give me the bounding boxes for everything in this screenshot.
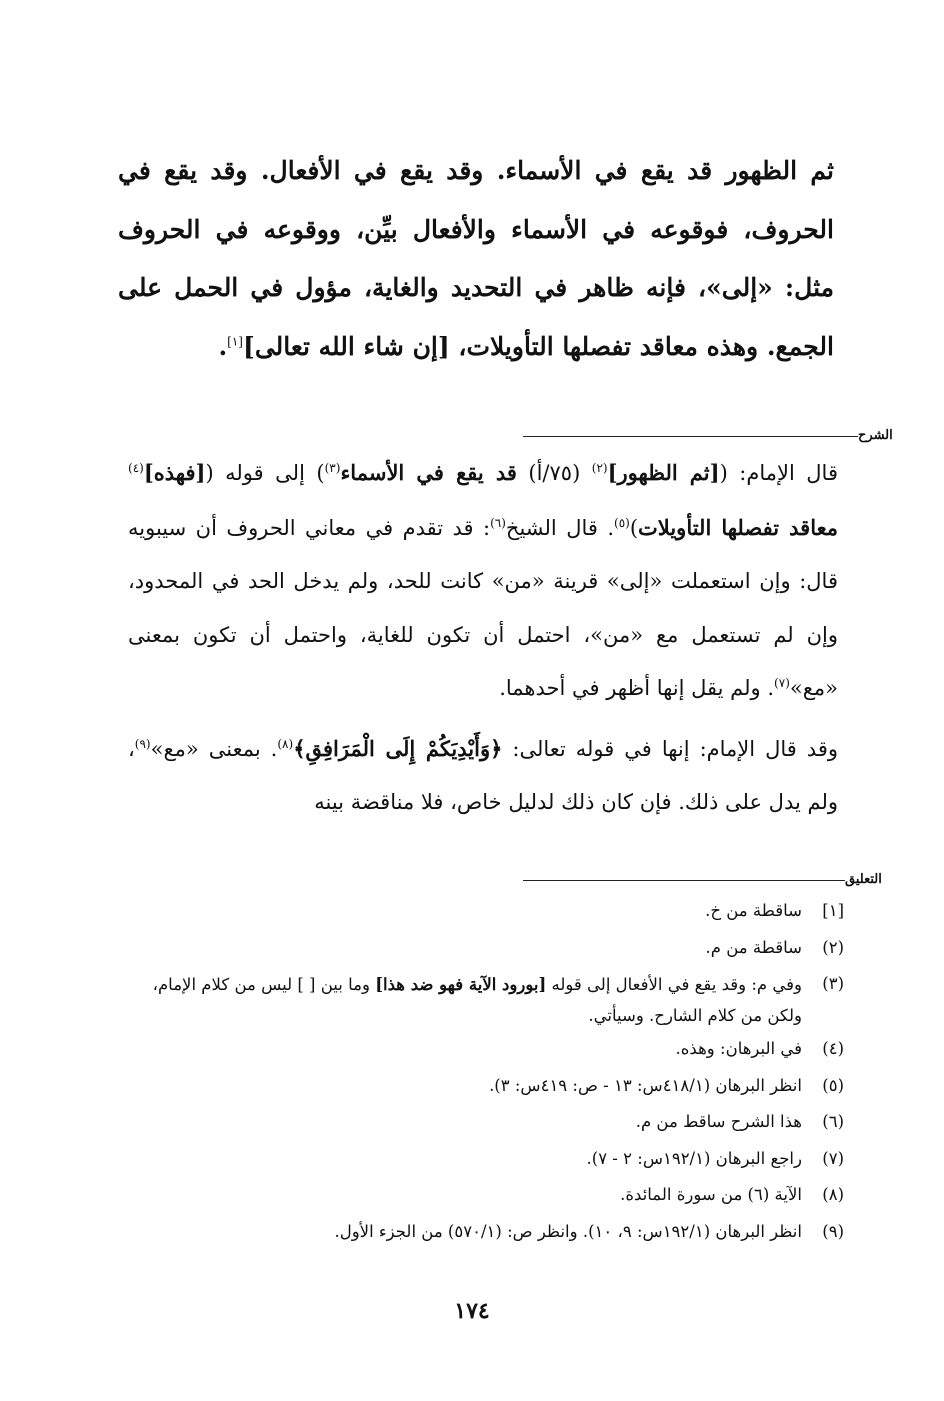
footnote-text [128, 966, 802, 1031]
commentary-bold: [ثم الظهور] [607, 460, 720, 485]
footnote-item [128, 1031, 844, 1068]
commentary-bold: معاقد تفصلها التأويلات [638, 514, 838, 540]
footnote-text: في البرهان: وهذه. [675, 1039, 802, 1058]
notes-divider [523, 880, 845, 881]
footnotes-list [128, 893, 844, 1250]
footnote-ref-2: (٢) [591, 461, 608, 475]
commentary-text [128, 446, 838, 830]
commentary-span: . بمعنى «مع» [150, 736, 278, 761]
footnote-item [128, 1104, 844, 1141]
footnote-ref-7: (٧) [774, 676, 790, 690]
footnote-item [128, 1068, 844, 1105]
footnote-item [128, 1214, 844, 1251]
commentary-span: ) [629, 515, 639, 540]
commentary-span: وقد قال الإمام: إنها في قوله تعالى: [502, 736, 838, 761]
footnote-ref-8: (٨) [277, 736, 294, 751]
footnote-number: (٦) [822, 1112, 844, 1131]
main-text [118, 142, 834, 376]
footnote-number: (٢) [822, 937, 844, 957]
commentary-span: (٧٥/أ) [516, 461, 592, 485]
commentary-section-label: الشرح [858, 428, 893, 443]
footnote-text: انظر البرهان (٤١٨/١س: ١٣ - ص: ٤١٩س: ٣). [489, 1075, 802, 1095]
footnote-number: [١] [822, 901, 844, 920]
footnote-ref-3: (٣) [324, 461, 341, 475]
footnote-ref-4: (٤) [128, 461, 144, 475]
footnote-text: ساقطة من خ. [705, 901, 802, 920]
footnote-item [128, 930, 844, 967]
footnote-number: (٩) [822, 1221, 844, 1241]
footnote-text: ساقطة من م. [705, 937, 802, 957]
commentary-span: ) إلى قوله ( [205, 461, 325, 485]
footnote-text: الآية (٦) من سورة المائدة. [620, 1185, 802, 1204]
commentary-span: ، ولم يدل على ذلك. فإن كان ذلك لدليل خاص، فلا مناقضة بينه [128, 736, 838, 814]
footnote-item [128, 966, 844, 1031]
main-end: . [218, 331, 228, 361]
footnote-item [128, 1177, 844, 1214]
footnote-ref-6: (٦) [490, 515, 506, 530]
commentary-divider [523, 436, 858, 437]
commentary-span: . قال الشيخ [505, 515, 614, 540]
footnote-text-bold: [بورود الآية فهو ضد هذا] [375, 975, 547, 994]
notes-section-label: التعليق [845, 872, 882, 887]
footnote-number: (٣) [822, 974, 844, 993]
footnote-number: (٧) [822, 1148, 844, 1168]
footnote-text: راجع البرهان (١٩٢/١س: ٢ - ٧). [586, 1148, 802, 1168]
footnote-ref-5: (٥) [614, 515, 630, 530]
footnote-item [128, 1141, 844, 1178]
quran-verse: ﴿وَأَيْدِيَكُمْ إِلَى الْمَرَافِقِ﴾ [293, 735, 503, 761]
commentary-span: قال الإمام: ( [719, 461, 838, 485]
commentary-span: : قد تقدم في معاني الحروف أن سيبويه قال: وإن استعملت «إلى» قرينة «من» كانت للحد، ولم يدخل الحد في المحدود، وإن لم تستعمل مع «من»، احتمل أن تكون للغاية، واحتمل أن تكون بمعنى «مع» [128, 515, 838, 700]
footnote-text-part: وفي م: وقد يقع في الأفعال إلى قوله [546, 975, 802, 994]
footnote-ref-1: [١] [227, 334, 243, 349]
footnote-text: انظر البرهان (١٩٢/١س: ٩، ١٠). وانظر ص: (٥٧٠/١) من الجزء الأول. [334, 1221, 802, 1241]
commentary-paragraph-2 [128, 722, 838, 830]
footnote-number: (٤) [822, 1039, 844, 1058]
footnote-text: هذا الشرح ساقط من م. [635, 1112, 802, 1131]
footnote-text-part: وما بين [ ] ليس من كلام الإمام، ولكن من كلام الشارح. وسيأتي. [152, 975, 802, 1025]
main-paragraph: ثم الظهور قد يقع في الأسماء. وقد يقع في الأفعال. وقد يقع في الحروف، فوقوعه في الأسماء والأفعال بيِّن، ووقوعه في الحروف مثل: «إلى»، فإنه ظاهر في التحديد والغاية، مؤول في الحمل على الجمع. وهذه معاقد تفصلها التأويلات، [إن شاء الله تعالى] [118, 156, 834, 361]
footnote-number: (٥) [822, 1075, 844, 1095]
footnote-number: (٨) [822, 1185, 844, 1204]
footnote-item [128, 893, 844, 930]
page-number: ١٧٤ [454, 1298, 490, 1324]
commentary-bold: [فهذه] [143, 460, 206, 485]
commentary-span: . ولم يقل إنها أظهر في أحدهما. [499, 676, 775, 700]
commentary-bold: قد يقع في الأسماء [340, 460, 517, 485]
footnote-ref-9: (٩) [134, 736, 151, 751]
commentary-paragraph-1 [128, 446, 838, 716]
